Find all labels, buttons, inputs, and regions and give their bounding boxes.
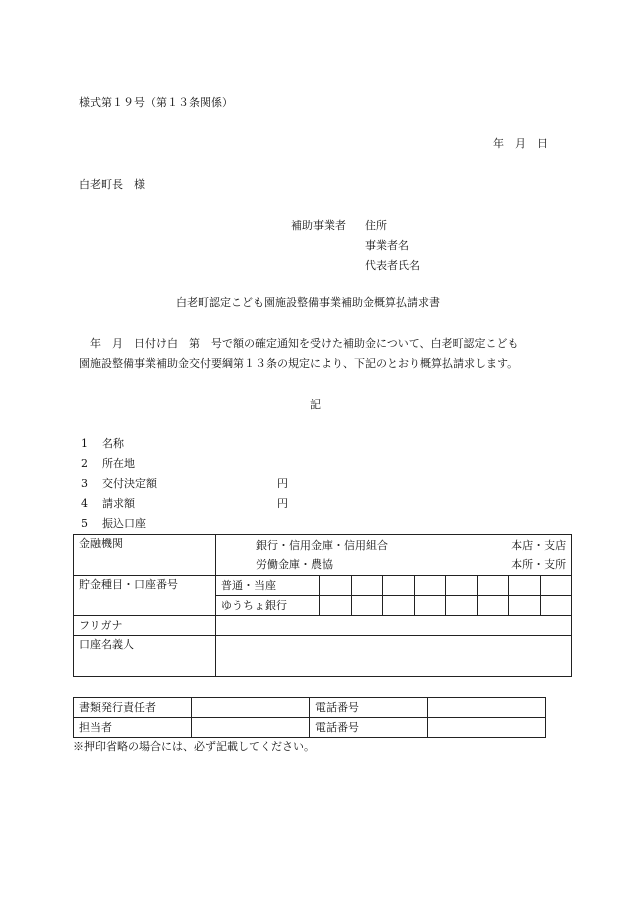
account-digit-cell[interactable] <box>320 596 352 616</box>
item-label-bank-account: 振込口座 <box>102 517 146 530</box>
applicant-role-label: 補助事業者 <box>291 219 346 232</box>
account-digit-cell[interactable] <box>351 576 383 596</box>
item-label-grant-amount: 交付決定額 <box>102 477 157 490</box>
account-digit-cell[interactable] <box>446 596 478 616</box>
date-field: 年 月 日 <box>493 137 548 150</box>
bank-account-table <box>73 534 572 677</box>
person-in-charge-input[interactable] <box>192 718 310 738</box>
applicant-representative-label: 代表者氏名 <box>365 259 420 272</box>
item-label-request-amount: 請求額 <box>102 497 135 510</box>
account-digit-cell[interactable] <box>540 596 572 616</box>
account-digit-cell[interactable] <box>414 596 446 616</box>
item-unit-yen: 円 <box>277 477 288 490</box>
branch-types-1: 本店・支店 <box>511 538 567 552</box>
footnote: ※押印省略の場合には、必ず記載してください。 <box>73 740 315 753</box>
account-digit-cell[interactable] <box>477 596 509 616</box>
account-digit-cell[interactable] <box>509 596 541 616</box>
account-digit-cell[interactable] <box>477 576 509 596</box>
account-type-1: 普通・当座 <box>216 576 320 596</box>
person-phone-label: 電話番号 <box>310 718 428 738</box>
item-number: 4 <box>81 497 88 510</box>
applicant-address-label: 住所 <box>365 219 387 232</box>
issuer-input[interactable] <box>192 698 310 718</box>
account-digit-cell[interactable] <box>351 596 383 616</box>
institution-label: 金融機関 <box>74 535 216 576</box>
item-number: 3 <box>81 477 88 490</box>
account-digit-cell[interactable] <box>383 596 415 616</box>
person-in-charge-label: 担当者 <box>74 718 192 738</box>
item-label-name: 名称 <box>102 437 124 450</box>
issuer-phone-label: 電話番号 <box>310 698 428 718</box>
furigana-input[interactable] <box>216 616 572 636</box>
account-holder-input[interactable] <box>216 636 572 677</box>
applicant-business-name-label: 事業者名 <box>365 239 409 252</box>
item-number: 1 <box>81 437 88 450</box>
branch-types-2: 本所・支所 <box>511 557 567 571</box>
body-line-2: 園施設整備事業補助金交付要綱第１３条の規定により、下記のとおり概算払請求します。 <box>79 357 519 370</box>
item-unit-yen: 円 <box>277 497 288 510</box>
item-label-location: 所在地 <box>102 457 135 470</box>
account-label: 貯金種目・口座番号 <box>74 576 216 616</box>
person-phone-input[interactable] <box>428 718 546 738</box>
ki-mark: 記 <box>310 398 321 411</box>
issuer-phone-input[interactable] <box>428 698 546 718</box>
account-digit-cell[interactable] <box>414 576 446 596</box>
account-digit-cell[interactable] <box>540 576 572 596</box>
account-digit-cell[interactable] <box>446 576 478 596</box>
document-title: 白老町認定こども園施設整備事業補助金概算払請求書 <box>176 296 440 309</box>
account-type-2: ゆうちょ銀行 <box>216 596 320 616</box>
furigana-label: フリガナ <box>74 616 216 636</box>
item-number: 2 <box>81 457 88 470</box>
issuer-label: 書類発行責任者 <box>74 698 192 718</box>
item-number: 5 <box>81 517 88 530</box>
account-holder-label: 口座名義人 <box>74 636 216 677</box>
addressee: 白老町長 様 <box>79 178 145 191</box>
form-number: 様式第１９号（第１３条関係） <box>79 96 233 109</box>
contact-table <box>73 697 546 738</box>
account-digit-cell[interactable] <box>509 576 541 596</box>
institution-types-2: 労働金庫・農協 <box>256 557 333 571</box>
account-digit-cell[interactable] <box>320 576 352 596</box>
institution-types-1: 銀行・信用金庫・信用組合 <box>256 538 388 552</box>
institution-cell[interactable] <box>216 535 572 576</box>
account-digit-cell[interactable] <box>383 576 415 596</box>
body-line-1: 年 月 日付け白 第 号で額の確定通知を受けた補助金について、白老町認定こども <box>90 337 519 350</box>
